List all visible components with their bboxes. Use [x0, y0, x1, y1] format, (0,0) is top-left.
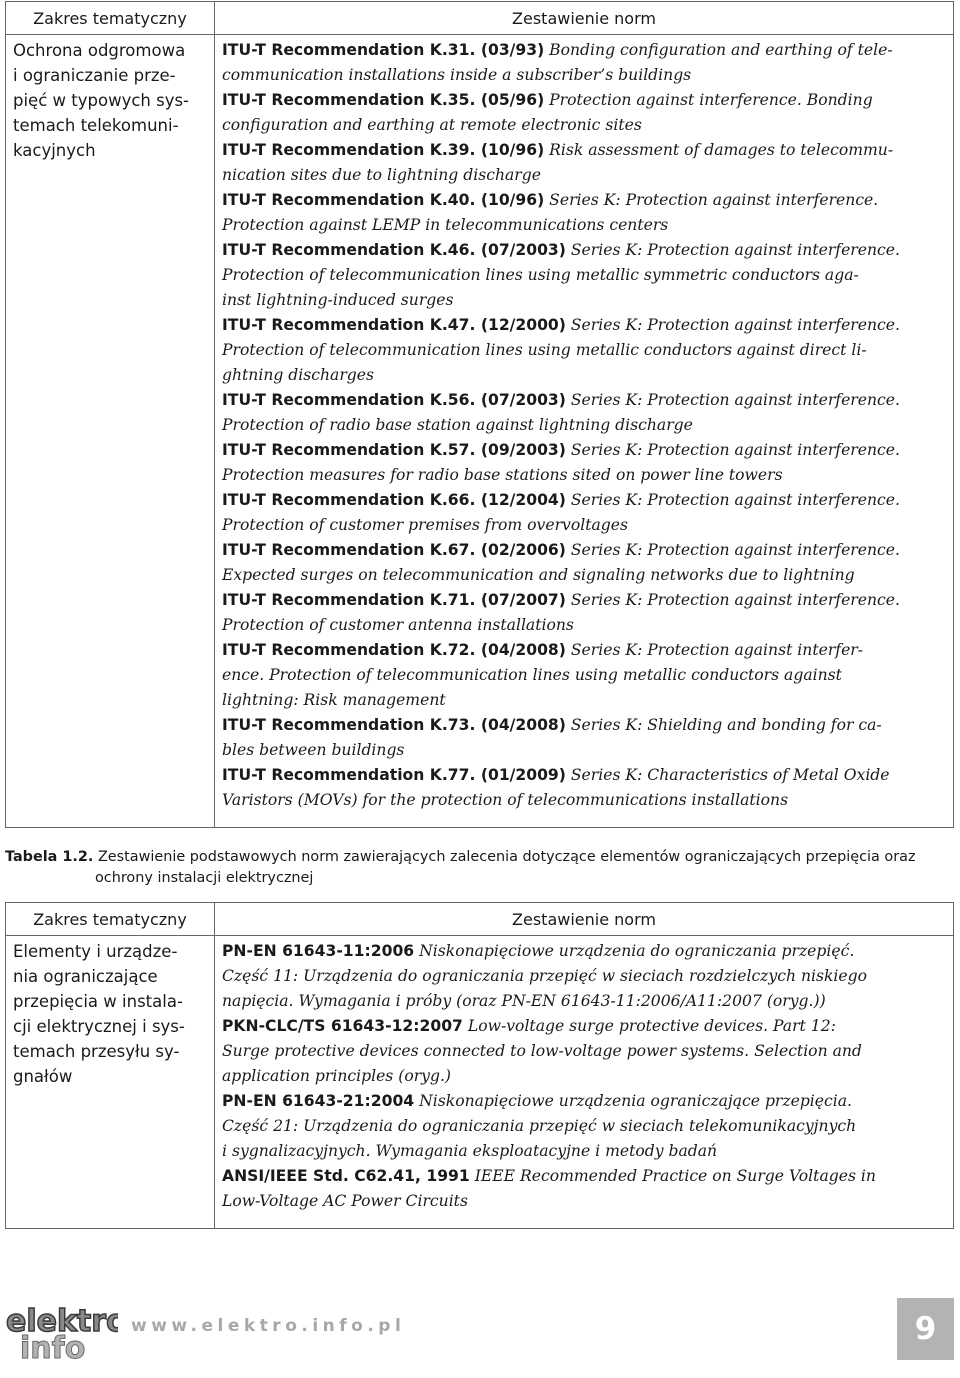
norm-code: ITU-T Recommendation K.56. (07/2003)	[222, 391, 566, 409]
norm-entry	[222, 588, 947, 638]
norm-entry	[222, 438, 947, 488]
caption-text-line1: Zestawienie podstawowych norm zawierających zalecenia dotyczące elementów ograniczających przepięcia oraz	[97, 849, 916, 865]
norm-title-continued: Część 21: Urządzenia do ograniczania przepięć w sieciach telekomunikacyjnych	[222, 1117, 857, 1135]
norm-title: Niskonapięciowe urządzenia ograniczające przepięcia.	[419, 1092, 852, 1110]
topic-line: cji elektrycznej i sys-	[13, 1017, 185, 1036]
norm-title-continued: Protection of telecommunication lines using metallic symmetric conductors aga-	[222, 266, 859, 284]
norm-entry	[222, 638, 947, 713]
norm-title-continued: application principles (oryg.)	[222, 1067, 452, 1085]
caption-label: Tabela 1.2.	[5, 849, 94, 865]
norms-list	[222, 38, 947, 813]
topic-line: Ochrona odgromowa	[13, 41, 186, 60]
norm-title: Niskonapięciowe urządzenia do ograniczania przepięć.	[419, 942, 855, 960]
norm-code: ITU-T Recommendation K.39. (10/96)	[222, 141, 545, 159]
norm-entry	[222, 313, 947, 388]
topic-line: Elementy i urządze-	[13, 942, 178, 961]
norm-title-continued: configuration and earthing at remote electronic sites	[222, 116, 642, 134]
norm-code: PKN-CLC/TS 61643-12:2007	[222, 1017, 463, 1035]
norm-title-continued: Protection against LEMP in telecommunications centers	[222, 216, 669, 234]
page-number: 9	[897, 1298, 954, 1360]
norm-code: ITU-T Recommendation K.47. (12/2000)	[222, 316, 566, 334]
norm-title-continued: bles between buildings	[222, 741, 405, 759]
norm-code: ITU-T Recommendation K.46. (07/2003)	[222, 241, 566, 259]
norm-title-continued: Surge protective devices connected to low-voltage power systems. Selection and	[222, 1042, 862, 1060]
svg-text:info: info	[20, 1331, 86, 1360]
header-norms: Zestawienie norm	[215, 903, 954, 936]
norm-title: Series K: Protection against interference.	[570, 316, 900, 334]
norm-code: ITU-T Recommendation K.40. (10/96)	[222, 191, 545, 209]
norm-entry	[222, 1089, 947, 1164]
table-caption	[5, 847, 955, 889]
header-topic: Zakres tematyczny	[6, 903, 215, 936]
topic-line: przepięcia w instala-	[13, 992, 183, 1011]
norm-entry	[222, 538, 947, 588]
norm-title-continued: ence. Protection of telecommunication lines using metallic conductors against	[222, 666, 842, 684]
norm-title-continued: Expected surges on telecommunication and signaling networks due to lightning	[222, 566, 855, 584]
norm-code: ITU-T Recommendation K.57. (09/2003)	[222, 441, 566, 459]
norm-title-continued: Protection of radio base station against lightning discharge	[222, 416, 693, 434]
norm-title: Series K: Shielding and bonding for ca-	[570, 716, 882, 734]
topic-text	[13, 939, 208, 1089]
norm-title-continued: i sygnalizacyjnych. Wymagania eksploatacyjne i metody badań	[222, 1142, 718, 1160]
norm-entry	[222, 138, 947, 188]
norm-title-continued: ghtning discharges	[222, 366, 375, 384]
topic-line: kacyjnych	[13, 141, 96, 160]
norm-entry	[222, 38, 947, 88]
norm-title-continued: communication installations inside a subscriber’s buildings	[222, 66, 692, 84]
norm-entry	[222, 713, 947, 763]
norm-title: Series K: Characteristics of Metal Oxide	[570, 766, 890, 784]
norm-entry	[222, 88, 947, 138]
norm-title: Series K: Protection against interference.	[570, 591, 900, 609]
norms-table-1	[5, 1, 954, 828]
topic-cell	[6, 936, 215, 1229]
topic-text	[13, 38, 208, 163]
topic-line: pięć w typowych sys-	[13, 91, 190, 110]
topic-line: gnałów	[13, 1067, 73, 1086]
norm-code: ITU-T Recommendation K.35. (05/96)	[222, 91, 545, 109]
norm-title: Series K: Protection against interference.	[570, 241, 900, 259]
topic-line: temach przesyłu sy-	[13, 1042, 180, 1061]
norm-title: IEEE Recommended Practice on Surge Voltages in	[474, 1167, 876, 1185]
norm-code: ITU-T Recommendation K.67. (02/2006)	[222, 541, 566, 559]
norm-entry	[222, 488, 947, 538]
norm-code: ITU-T Recommendation K.72. (04/2008)	[222, 641, 566, 659]
norm-title-continued: Protection of customer premises from overvoltages	[222, 516, 629, 534]
norm-title: Series K: Protection against interference.	[570, 541, 900, 559]
header-norms: Zestawienie norm	[215, 2, 954, 35]
norm-entry	[222, 388, 947, 438]
norm-title-continued: inst lightning-induced surges	[222, 291, 454, 309]
norm-entry	[222, 763, 947, 813]
norm-title-continued: Varistors (MOVs) for the protection of telecommunications installations	[222, 791, 789, 809]
norms-list	[222, 939, 947, 1214]
norm-title-continued: Low-Voltage AC Power Circuits	[222, 1192, 468, 1210]
header-topic: Zakres tematyczny	[6, 2, 215, 35]
norm-entry	[222, 188, 947, 238]
norm-code: ITU-T Recommendation K.31. (03/93)	[222, 41, 545, 59]
norms-table-2	[5, 902, 954, 1229]
norm-entry	[222, 238, 947, 313]
norm-code: ITU-T Recommendation K.77. (01/2009)	[222, 766, 566, 784]
norm-title-continued: Protection of customer antenna installations	[222, 616, 574, 634]
norm-title-continued: Protection measures for radio base stations sited on power line towers	[222, 466, 783, 484]
norm-title-continued: nication sites due to lightning discharge	[222, 166, 541, 184]
svg-text:elektro: elektro	[6, 1304, 118, 1339]
norm-entry	[222, 1014, 947, 1089]
norm-title-continued: napięcia. Wymagania i próby (oraz PN-EN 61643-11:2006/A11:2007 (oryg.))	[222, 992, 826, 1010]
elektro-info-logo	[4, 1296, 118, 1360]
norm-title-continued: lightning: Risk management	[222, 691, 446, 709]
norm-title-continued: Protection of telecommunication lines using metallic conductors against direct li-	[222, 341, 867, 359]
topic-line: i ograniczanie prze-	[13, 66, 176, 85]
norm-title-continued: Część 11: Urządzenia do ograniczania przepięć w sieciach rozdzielczych niskiego	[222, 967, 868, 985]
norms-list-cell	[215, 936, 954, 1229]
norm-title: Bonding configuration and earthing of tele-	[549, 41, 893, 59]
topic-line: nia ograniczające	[13, 967, 158, 986]
topic-cell	[6, 35, 215, 828]
norm-title: Series K: Protection against interference.	[570, 491, 900, 509]
norm-title: Series K: Protection against interfer-	[570, 641, 864, 659]
norm-code: ITU-T Recommendation K.66. (12/2004)	[222, 491, 566, 509]
norms-list-cell	[215, 35, 954, 828]
caption-text-line2: ochrony instalacji elektrycznej	[95, 870, 314, 886]
norm-code: ITU-T Recommendation K.71. (07/2007)	[222, 591, 566, 609]
website-link[interactable]: www.elektro.info.pl	[131, 1316, 406, 1336]
topic-line: temach telekomuni-	[13, 116, 179, 135]
norm-title: Series K: Protection against interference.	[570, 391, 900, 409]
norm-title: Protection against interference. Bonding	[549, 91, 873, 109]
norm-title: Risk assessment of damages to telecommu-	[549, 141, 894, 159]
norm-code: PN-EN 61643-21:2004	[222, 1092, 415, 1110]
norm-entry	[222, 939, 947, 1014]
norm-code: ANSI/IEEE Std. C62.41, 1991	[222, 1167, 470, 1185]
norm-title: Series K: Protection against interference.	[549, 191, 879, 209]
norm-entry	[222, 1164, 947, 1214]
norm-title: Series K: Protection against interference.	[570, 441, 900, 459]
norm-code: PN-EN 61643-11:2006	[222, 942, 415, 960]
norm-code: ITU-T Recommendation K.73. (04/2008)	[222, 716, 566, 734]
norm-title: Low-voltage surge protective devices. Part 12:	[467, 1017, 836, 1035]
